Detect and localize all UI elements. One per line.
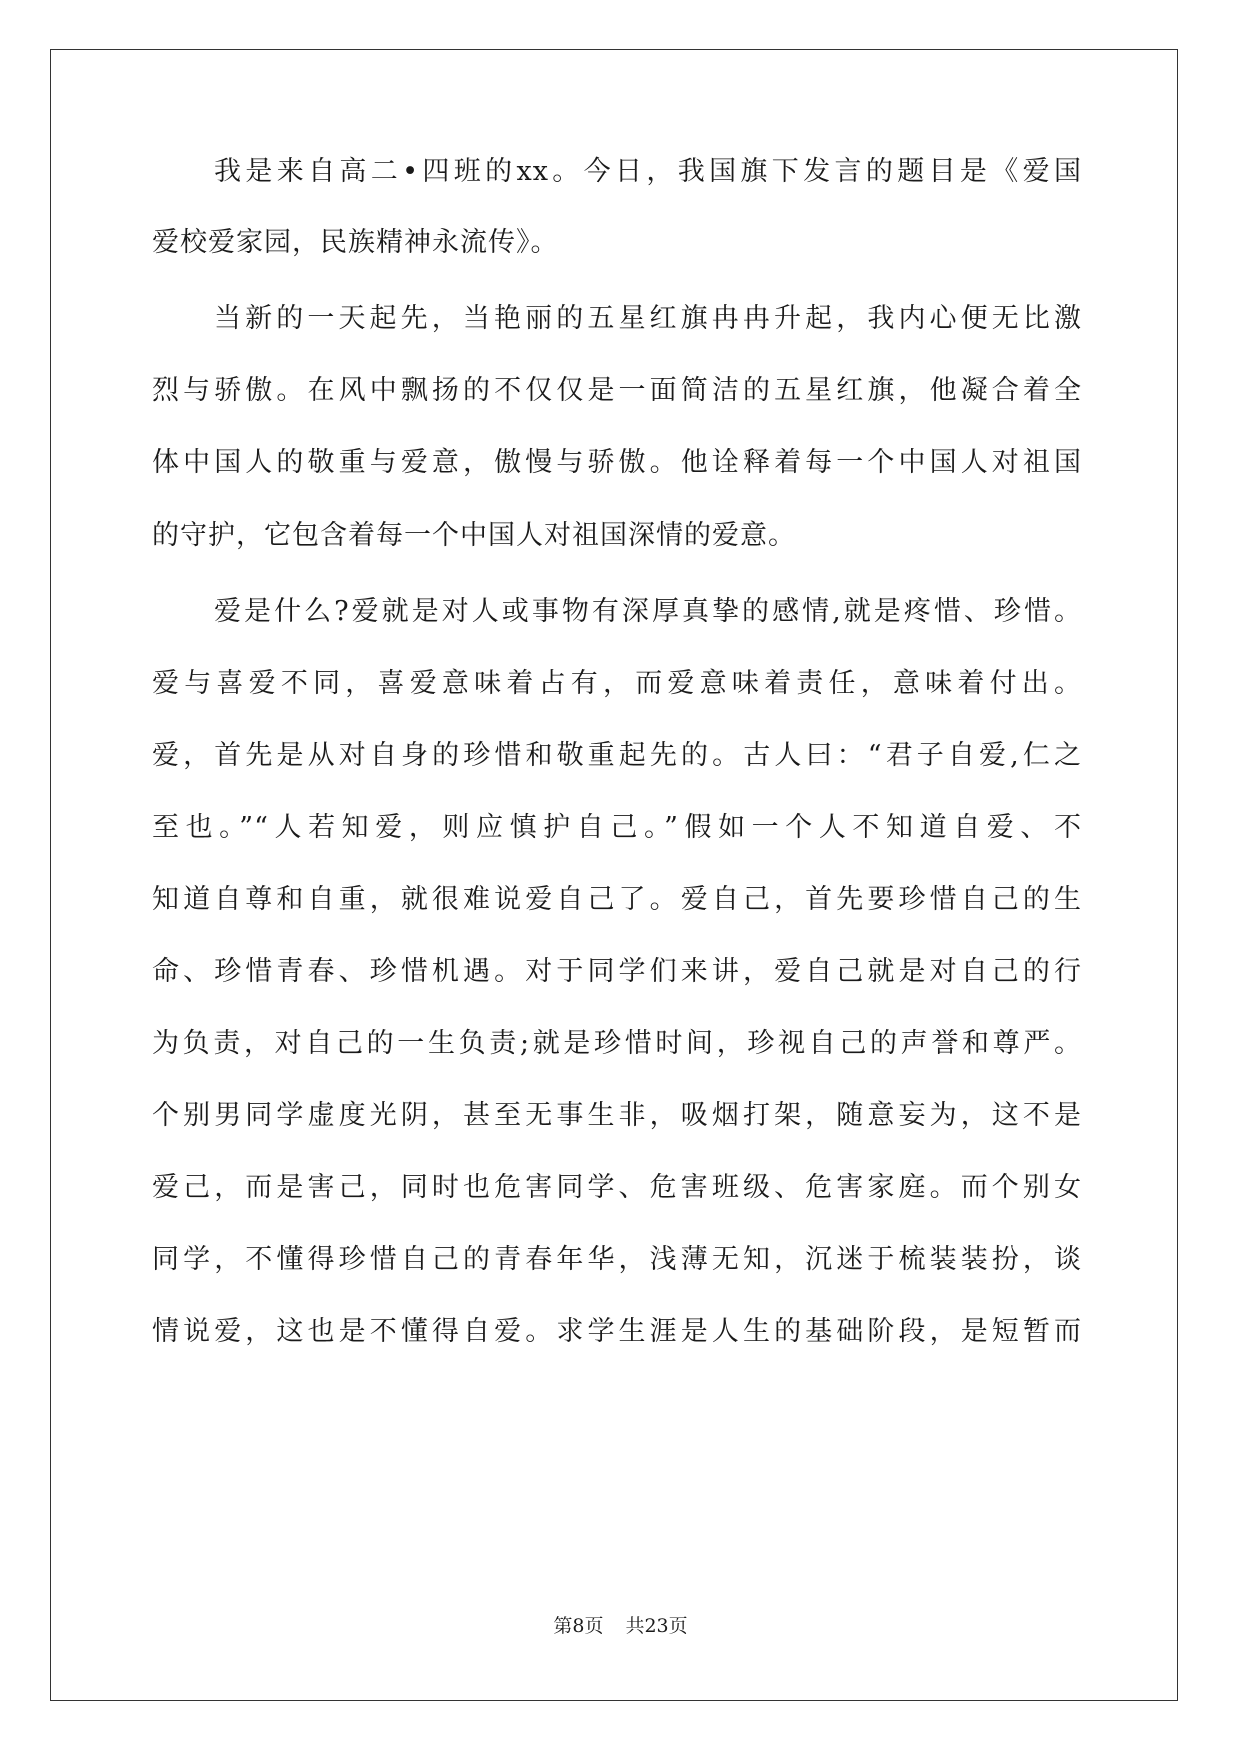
paragraph-line: 为负责，对自己的一生负责;就是珍惜时间，珍视自己的声誉和尊严。 <box>152 1028 1082 1059</box>
paragraph-line: 个别男同学虚度光阴，甚至无事生非，吸烟打架，随意妄为，这不是 <box>152 1100 1082 1131</box>
page-total: 共23页 <box>625 1615 688 1637</box>
paragraph-line: 情说爱，这也是不懂得自爱。求学生涯是人生的基础阶段，是短暂而 <box>152 1316 1082 1347</box>
paragraph-line: 命、珍惜青春、珍惜机遇。对于同学们来讲，爱自己就是对自己的行 <box>152 956 1082 987</box>
paragraph-line: 爱与喜爱不同，喜爱意味着占有，而爱意味着责任，意味着付出。 <box>152 668 1082 699</box>
paragraph-line: 的守护，它包含着每一个中国人对祖国深情的爱意。 <box>152 520 796 551</box>
paragraph-line: 当新的一天起先，当艳丽的五星红旗冉冉升起，我内心便无比激 <box>214 303 1082 334</box>
page-number: 第8页 <box>553 1615 604 1637</box>
paragraph-line: 爱校爱家园，民族精神永流传》。 <box>152 227 559 258</box>
page-border <box>50 49 1178 1701</box>
paragraph-line: 同学，不懂得珍惜自己的青春年华，浅薄无知，沉迷于梳装装扮，谈 <box>152 1244 1082 1275</box>
paragraph-line: 我是来自高二•四班的xx。今日，我国旗下发言的题目是《爱国 <box>214 156 1082 187</box>
paragraph-line: 体中国人的敬重与爱意，傲慢与骄傲。他诠释着每一个中国人对祖国 <box>152 447 1082 478</box>
paragraph-line: 爱，首先是从对自身的珍惜和敬重起先的。古人曰：“君子自爱,仁之 <box>152 740 1082 771</box>
paragraph-line: 爱是什么?爱就是对人或事物有深厚真挚的感情,就是疼惜、珍惜。 <box>214 596 1082 627</box>
paragraph-line: 知道自尊和自重，就很难说爱自己了。爱自己，首先要珍惜自己的生 <box>152 884 1082 915</box>
paragraph-line: 至也。”“人若知爱，则应慎护自己。”假如一个人不知道自爱、不 <box>152 812 1082 843</box>
page-footer <box>0 1614 1241 1638</box>
paragraph-line: 爱己，而是害己，同时也危害同学、危害班级、危害家庭。而个别女 <box>152 1172 1082 1203</box>
paragraph-line: 烈与骄傲。在风中飘扬的不仅仅是一面简洁的五星红旗，他凝合着全 <box>152 375 1082 406</box>
